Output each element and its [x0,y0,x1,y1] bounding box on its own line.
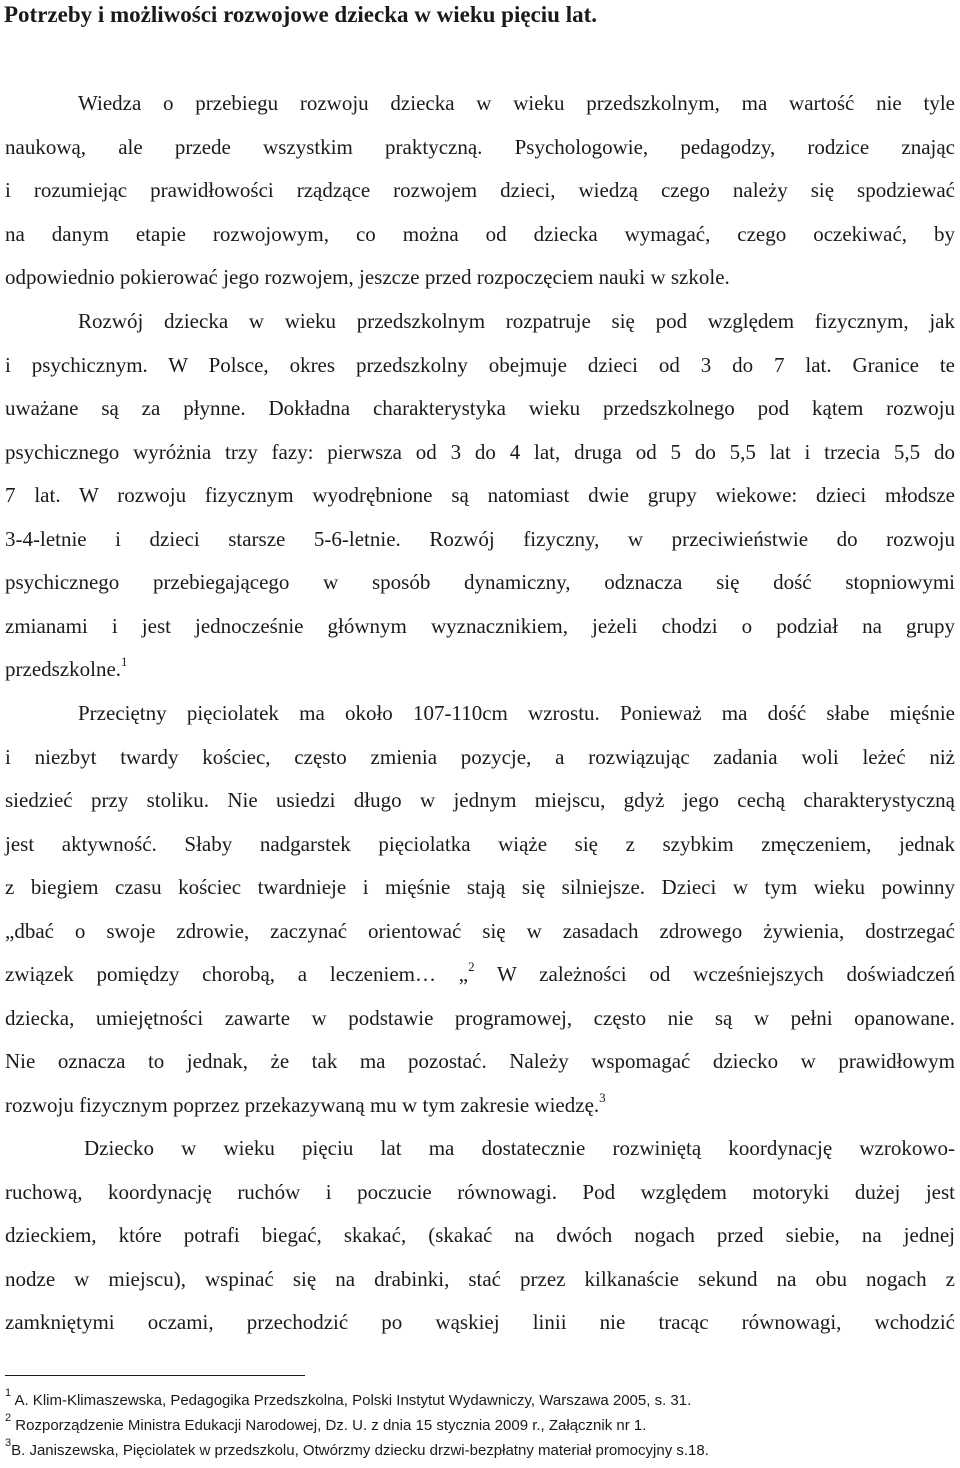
text-line [5,1258,955,1302]
footnote-number: 3 [5,1437,12,1449]
line-text: siedzieć przy stoliku. Nie usiedzi długo w jednym miejscu, gdyż jego cechą charakterystyczną [5,788,955,812]
footnote-number: 1 [5,1387,12,1399]
line-text: psychicznego wyróżnia trzy fazy: pierwsza od 3 do 4 lat, druga od 5 do 5,5 lat i trzecia 5,5 do [5,439,955,464]
text-line [5,779,955,823]
footnote-ref: 1 [121,654,128,669]
text-line [5,169,955,213]
line-text: dziecka, umiejętności zawarte w podstawie programowej, często nie są w pełni opanowane. [5,1005,955,1030]
line-text: na danym etapie rozwojowym, co można od dziecka wymagać, czego oczekiwać, by [5,221,955,246]
line-text: z biegiem czasu kościec twardnieje i mięśnie stają się silniejsze. Dzieci w tym wieku powinny [5,875,955,899]
line-text: przedszkolne. [5,657,122,681]
text-line [5,1214,955,1258]
line-text: 7 lat. W rozwoju fizycznym wyodrębnione są natomiast dwie grupy wiekowe: dzieci młodsze [5,483,955,507]
text-line [5,1301,955,1345]
text-line [5,474,955,518]
line-text: W zależności od wcześniejszych doświadczeń [474,962,955,986]
text-line [5,997,955,1041]
line-text: dzieckiem, które potrafi biegać, skakać, (skakać na dwóch nogach przed siebie, na jednej [5,1223,955,1247]
text-line [5,823,955,867]
line-text: ruchową, koordynację ruchów i poczucie równowagi. Pod względem motoryki dużej jest [5,1179,955,1204]
line-text: Nie oznacza to jednak, że tak ma pozostać. Należy wspomagać dziecko w prawidłowym [5,1049,955,1073]
text-line [5,561,955,605]
paragraph-1 [5,82,955,300]
text-line [5,256,955,300]
text-line [5,213,955,257]
footnote-text: Rozporządzenie Ministra Edukacji Narodowej, Dz. U. z dnia 15 stycznia 2009 r., Załącznik nr 1. [15,1417,647,1434]
text-line [5,692,955,736]
line-text: związek pomiędzy chorobą, a leczeniem… „ [5,962,469,986]
line-text: Rozwój dziecka w wieku przedszkolnym rozpatruje się pod względem fizycznym, jak [78,309,955,333]
line-text: jest aktywność. Słaby nadgarstek pięciolatka wiąże się z szybkim zmęczeniem, jednak [5,831,955,856]
footnote [5,1388,955,1413]
text-line [5,1171,955,1215]
text-line [5,866,955,910]
line-text: i niezbyt twardy kościec, często zmienia pozycje, a rozwiązując zadania woli leżeć niż [5,744,955,769]
line-text: 3-4-letnie i dzieci starsze 5-6-letnie. Rozwój fizyczny, w przeciwieństwie do rozwoju [5,526,955,551]
text-line [5,648,955,692]
footnote-number: 2 [5,1412,12,1424]
text-line [5,431,955,475]
line-text: nodze w miejscu), wspinać się na drabinki, stać przez kilkanaście sekund na obu nogach z [5,1266,955,1291]
text-line [5,1127,955,1171]
paragraph-3 [5,692,955,1127]
footnote-ref: 3 [599,1089,606,1105]
line-text: Dziecko w wieku pięciu lat ma dostatecznie rozwiniętą koordynację wzrokowo- [84,1136,955,1160]
footnote-text: A. Klim-Klimaszewska, Pedagogika Przedszkolna, Polski Instytut Wydawniczy, Warszawa 2005, s. 31. [14,1392,692,1409]
text-line [5,736,955,780]
text-line [5,344,955,388]
text-line [5,387,955,431]
footnote-text: B. Janiszewska, Pięciolatek w przedszkolu, Otwórzmy dziecku drzwi-bezpłatny materiał promocyjny s.18. [11,1442,709,1459]
footnote-ref: 2 [468,959,475,974]
line-text: Przeciętny pięciolatek ma około 107-110cm wzrostu. Ponieważ ma dość słabe mięśnie [78,701,955,725]
text-line [5,300,955,344]
text-line [5,1040,955,1084]
text-line [5,605,955,649]
text-line [5,910,955,954]
line-text: „dbać o swoje zdrowie, zaczynać orientować się w zasadach zdrowego żywienia, dostrzegać [5,918,955,943]
line-text: zamkniętymi oczami, przechodzić po wąskiej linii nie tracąc równowagi, wchodzić [5,1310,955,1334]
document-title: Potrzeby i możliwości rozwojowe dziecka w wieku pięciu lat. [4,2,597,27]
line-text: uważane są za płynne. Dokładna charakterystyka wieku przedszkolnego pod kątem rozwoju [5,396,955,420]
text-line [5,518,955,562]
footnotes [5,1388,955,1463]
text-line [5,1084,955,1128]
line-text: psychicznego przebiegającego w sposób dynamiczny, odznacza się dość stopniowymi [5,570,955,594]
line-text: zmianami i jest jednocześnie głównym wyznacznikiem, jeżeli chodzi o podział na grupy [5,613,955,638]
footnote [5,1413,955,1438]
footnote [5,1438,955,1463]
line-text: i psychicznym. W Polsce, okres przedszkolny obejmuje dzieci od 3 do 7 lat. Granice te [5,352,955,377]
line-text: rozwoju fizycznym poprzez przekazywaną mu w tym zakresie wiedzę. [5,1092,600,1117]
paragraph-4 [5,1127,955,1345]
footnote-separator [5,1375,305,1376]
line-text: odpowiednio pokierować jego rozwojem, jeszcze przed rozpoczęciem nauki w szkole. [5,265,730,289]
text-line [5,953,955,997]
line-text: i rozumiejąc prawidłowości rządzące rozwojem dzieci, wiedzą czego należy się spodziewać [5,178,955,202]
text-line [5,126,955,170]
paragraph-2 [5,300,955,692]
line-text: Wiedza o przebiegu rozwoju dziecka w wieku przedszkolnym, ma wartość nie tyle [78,91,955,115]
text-line [5,82,955,126]
line-text: naukową, ale przede wszystkim praktyczną. Psychologowie, pedagodzy, rodzice znając [5,134,955,159]
